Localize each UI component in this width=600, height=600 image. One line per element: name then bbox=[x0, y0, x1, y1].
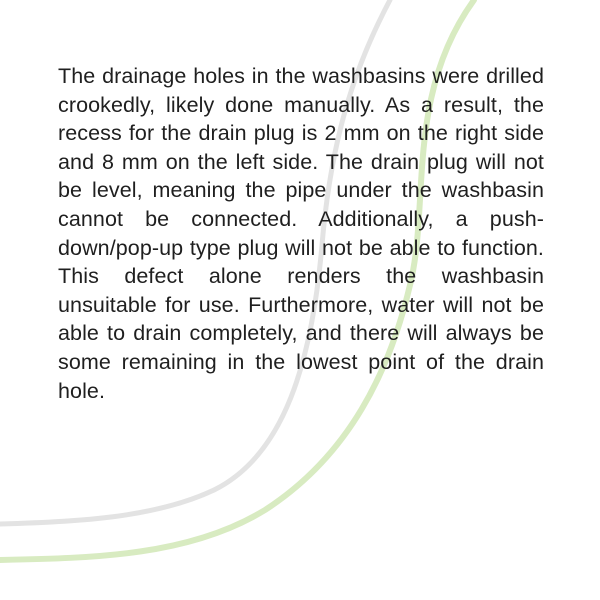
defect-description-paragraph: The drainage holes in the washbasins were drilled crookedly, likely done manually. As a result, the recess for the drain plug is 2 mm on the right side and 8 mm on the left side. The drain plug will not be level, meaning the pipe under the washbasin cannot be connected. Additionally, a push-down/pop-up type plug will not be able to function. This defect alone renders the washbasin unsuitable for use. Furthermore, water will not be able to drain completely, and there will always be some remaining in the lowest point of the drain hole. bbox=[58, 64, 544, 403]
